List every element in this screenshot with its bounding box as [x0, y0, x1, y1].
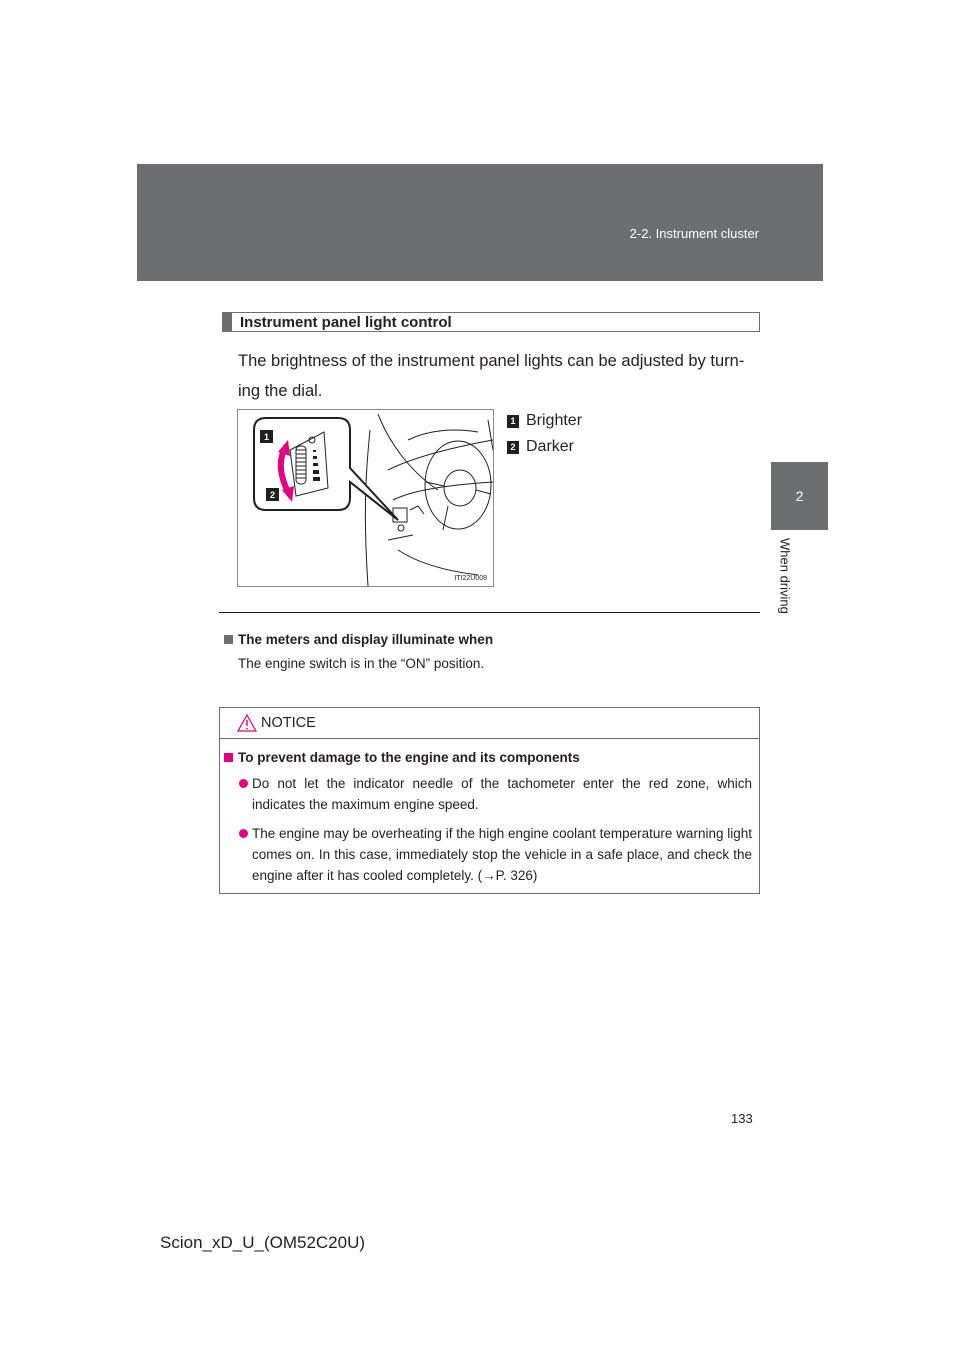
section-heading: 2-2. Instrument cluster	[629, 226, 759, 241]
dashboard-drawing	[238, 410, 493, 586]
section-divider	[219, 612, 760, 613]
callout-number-2: 2	[507, 441, 519, 454]
section-title-box	[222, 312, 760, 332]
notice-bullet	[224, 823, 752, 886]
warning-triangle-icon	[237, 714, 257, 732]
header-band	[137, 164, 823, 281]
bullet-dot-icon	[239, 779, 248, 788]
callout-label-2: Darker	[526, 438, 575, 455]
notice-bullet-text-1: Do not let the indicator needle of the tachometer enter the red zone, which indicates the maximum engine speed.	[252, 776, 752, 812]
legend-item-brighter	[507, 408, 582, 434]
document-code: Scion_xD_U_(OM52C20U)	[160, 1233, 366, 1252]
notice-header	[220, 708, 759, 739]
callout-legend	[507, 408, 582, 460]
notice-box	[219, 707, 760, 894]
note-heading-text: The meters and display illuminate when	[238, 632, 494, 647]
intro-line-2: ing the dial.	[238, 382, 323, 400]
notice-bullet	[224, 773, 752, 815]
intro-paragraph	[238, 346, 760, 406]
square-bullet-icon	[224, 635, 233, 644]
legend-item-darker	[507, 434, 582, 460]
notice-content	[220, 739, 759, 886]
figure-code: ITI22U008	[454, 575, 487, 582]
callout-number-1: 1	[507, 415, 519, 428]
svg-text:1: 1	[263, 432, 270, 442]
notice-heading-text: To prevent damage to the engine and its components	[238, 750, 580, 765]
dashboard-illustration	[237, 409, 494, 587]
notice-label: NOTICE	[261, 715, 316, 731]
title-bar	[223, 313, 232, 331]
square-bullet-icon	[224, 753, 233, 762]
note-body: The engine switch is in the “ON” position.	[238, 656, 485, 671]
svg-text:2: 2	[269, 490, 276, 500]
notice-heading	[224, 750, 752, 765]
notice-bullet-text-2: The engine may be overheating if the high engine coolant temperature warning light comes on. In this case, immediately stop the vehicle in a safe place, and check the engine after it has cooled completely. (→P. 326)	[252, 826, 752, 883]
bullet-dot-icon	[239, 829, 248, 838]
chapter-label: When driving	[777, 538, 793, 614]
section-title: Instrument panel light control	[240, 313, 452, 331]
chapter-number: 2	[795, 488, 804, 504]
chapter-tab	[771, 462, 828, 530]
page-number: 133	[731, 1111, 753, 1126]
note-block	[224, 632, 760, 671]
intro-line-1: The brightness of the instrument panel lights can be adjusted by turn-	[238, 352, 745, 370]
note-heading	[224, 632, 760, 647]
callout-label-1: Brighter	[526, 412, 583, 429]
